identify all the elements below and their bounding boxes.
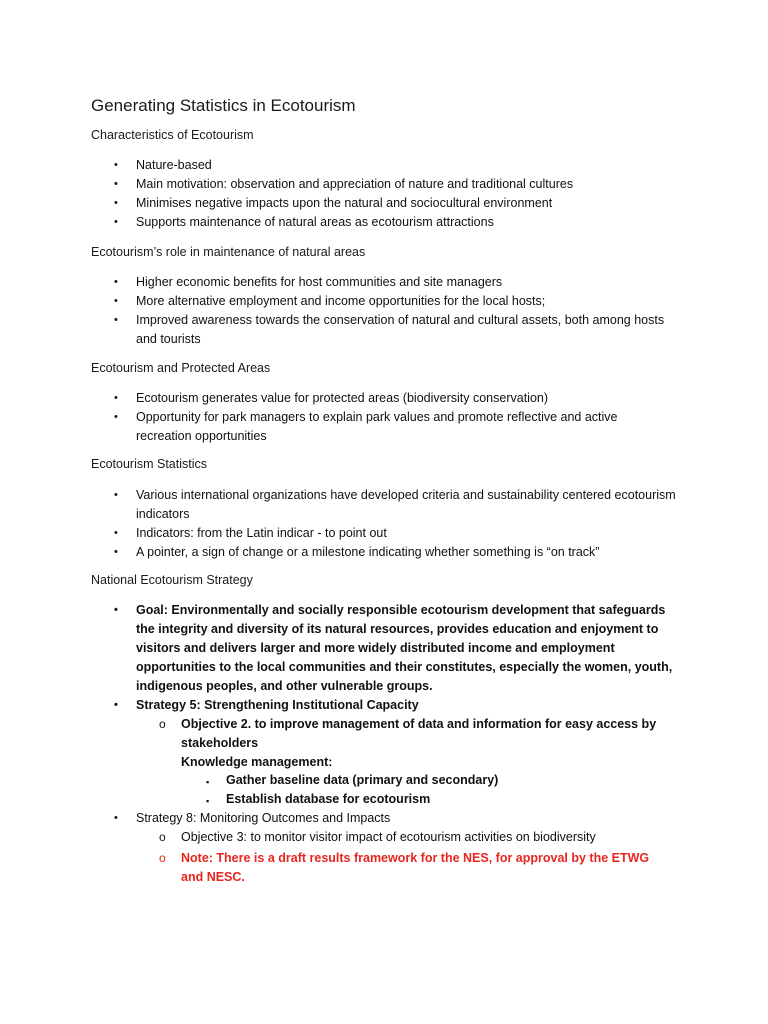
bullet-marker: • (114, 411, 118, 423)
list-item: • More alternative employment and income opportunities for the local hosts; (136, 292, 676, 311)
page-title: Generating Statistics in Ecotourism (91, 96, 356, 115)
circle-marker: o (159, 717, 166, 731)
list-item: • Indicators: from the Latin indicar - to point out (136, 524, 676, 543)
list-item: • Various international organizations have developed criteria and sustainability centered ecotourism indicators (114, 488, 676, 521)
section-heading: Characteristics of Ecotourism (91, 128, 254, 142)
bullet-marker: • (114, 197, 118, 209)
section-heading: National Ecotourism Strategy (91, 573, 253, 587)
bullet-marker: • (114, 314, 118, 326)
objective-item: o Objective 3: to monitor visitor impact of ecotourism activities on biodiversity (181, 828, 661, 847)
list-item: • Higher economic benefits for host communities and site managers (136, 273, 676, 292)
knowledge-label: Knowledge management: (181, 755, 333, 769)
section-heading: Ecotourism’s role in maintenance of natural areas (91, 245, 366, 259)
bullet-marker: • (114, 276, 118, 288)
section-heading: Ecotourism Statistics (91, 457, 208, 471)
bullet-marker: • (114, 295, 118, 307)
list-item: • Minimises negative impacts upon the natural and sociocultural environment (136, 194, 676, 213)
bullet-marker: • (114, 527, 118, 539)
list-item: ▪ Gather baseline data (primary and secondary) (226, 771, 646, 790)
circle-marker: o (159, 830, 166, 844)
bullet-marker: • (114, 216, 118, 228)
bullet-marker: • (114, 604, 118, 616)
bullet-marker: • (114, 812, 118, 824)
list-item: • Opportunity for park managers to explain park values and promote reflective and active recreation opportunities (114, 410, 618, 443)
bullet-marker: • (114, 699, 118, 711)
list-item: • A pointer, a sign of change or a milestone indicating whether something is “on track” (136, 543, 676, 562)
bullet-marker: • (114, 392, 118, 404)
bullet-marker: • (114, 489, 118, 501)
strategy-item: • Strategy 5: Strengthening Institutional Capacity (136, 696, 676, 715)
list-item: • Improved awareness towards the conservation of natural and cultural assets, both among hosts and tourists (114, 313, 665, 346)
bullet-marker: • (114, 159, 118, 171)
list-item: • Ecotourism generates value for protected areas (biodiversity conservation) (136, 389, 676, 408)
goal-item: • Goal: Environmentally and socially responsible ecotourism development that safeguards the integrity and diversity of its natural resources, provides education and enjoyment to visitors and delivers larger and more widely distributed income and employment opportunities to the local communities and their constitutes, especially the women, youth, indigenous peoples, and other vulnerable groups. (114, 603, 673, 693)
list-item: • Nature-based (136, 156, 676, 175)
circle-marker: o (159, 851, 166, 865)
list-item: • Main motivation: observation and appreciation of nature and traditional cultures (136, 175, 676, 194)
section-heading: Ecotourism and Protected Areas (91, 361, 271, 375)
objective-item: o Objective 2. to improve management of data and information for easy access by stakeholders Knowledge management: (159, 717, 657, 769)
bullet-marker: • (114, 546, 118, 558)
list-item: ▪ Establish database for ecotourism (226, 790, 646, 809)
square-marker: ▪ (206, 796, 210, 806)
note-item: o Note: There is a draft results framework for the NES, for approval by the ETWG and NESC. (159, 851, 650, 884)
bullet-marker: • (114, 178, 118, 190)
square-marker: ▪ (206, 777, 210, 787)
list-item: • Supports maintenance of natural areas as ecotourism attractions (136, 213, 676, 232)
strategy-item: • Strategy 8: Monitoring Outcomes and Impacts (136, 809, 676, 828)
